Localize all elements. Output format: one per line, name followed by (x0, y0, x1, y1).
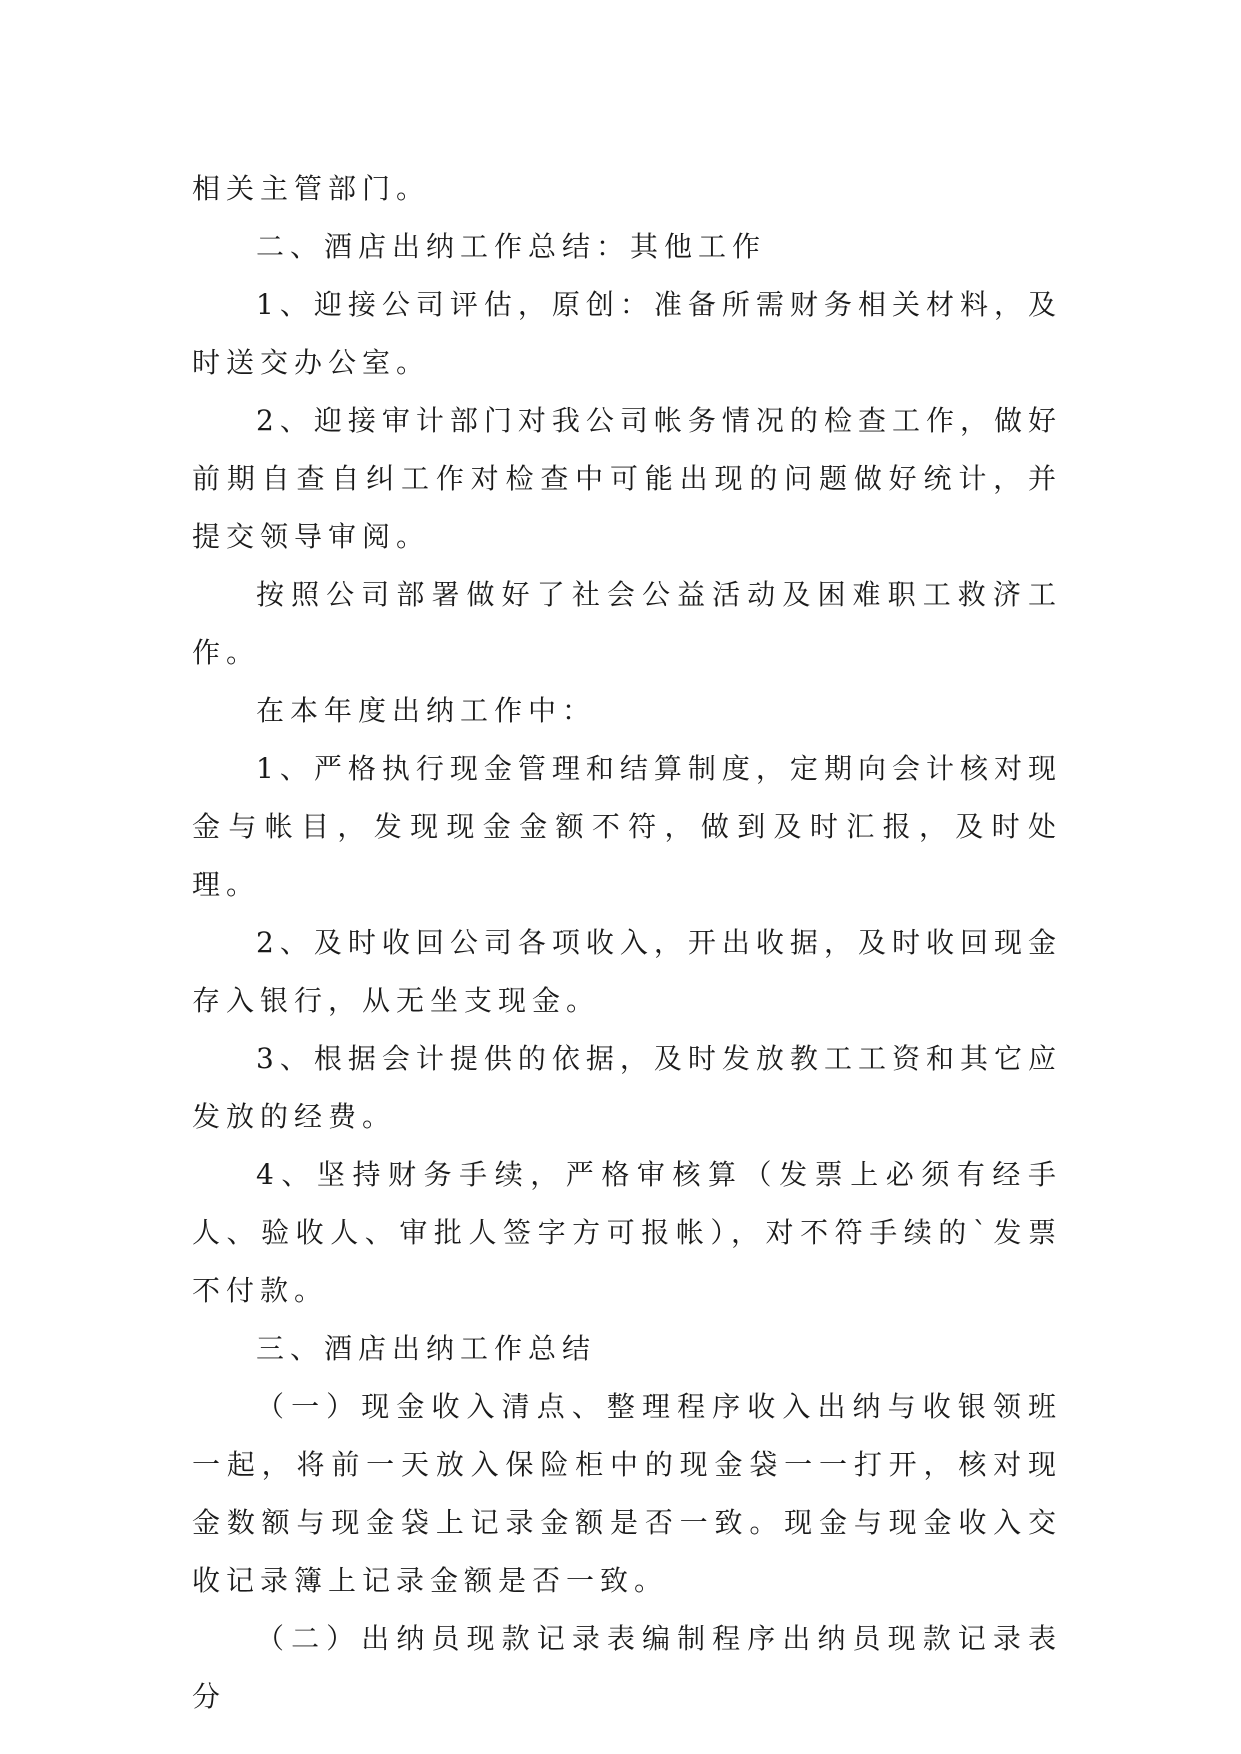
document-body (192, 160, 1062, 1726)
paragraph: 相关主管部门。 (192, 172, 431, 205)
paragraph: 4、坚持财务手续，严格审核算（发票上必须有经手人、验收人、审批人签字方可报帐），对不符手续的`发票不付款。 (192, 1158, 1062, 1307)
paragraph: 三、酒店出纳工作总结 (256, 1332, 597, 1365)
paragraph: 1、严格执行现金管理和结算制度，定期向会计核对现金与帐目，发现现金金额不符，做到及时汇报，及时处理。 (192, 752, 1062, 901)
paragraph: （一）现金收入清点、整理程序收入出纳与收银领班一起，将前一天放入保险柜中的现金袋一一打开，核对现金数额与现金袋上记录金额是否一致。现金与现金收入交收记录簿上记录金额是否一致。 (192, 1390, 1062, 1597)
paragraph: （二）出纳员现款记录表编制程序出纳员现款记录表分 (192, 1622, 1062, 1713)
paragraph: 按照公司部署做好了社会公益活动及困难职工救济工作。 (192, 578, 1062, 669)
paragraph: 3、根据会计提供的依据，及时发放教工工资和其它应发放的经费。 (192, 1042, 1062, 1133)
paragraph: 1、迎接公司评估，原创：准备所需财务相关材料，及时送交办公室。 (192, 288, 1062, 379)
paragraph: 2、迎接审计部门对我公司帐务情况的检查工作，做好前期自查自纠工作对检查中可能出现的问题做好统计，并提交领导审阅。 (192, 404, 1062, 553)
paragraph: 二、酒店出纳工作总结：其他工作 (256, 230, 767, 263)
paragraph: 在本年度出纳工作中： (256, 694, 597, 727)
paragraph: 2、及时收回公司各项收入，开出收据，及时收回现金存入银行，从无坐支现金。 (192, 926, 1062, 1017)
